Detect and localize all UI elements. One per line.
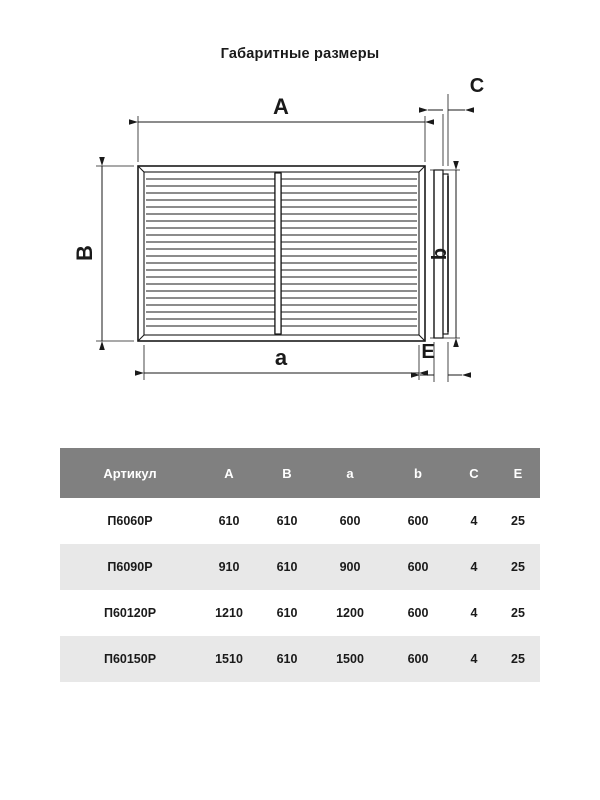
cell-article: П60150Р xyxy=(60,636,200,682)
spec-table-wrapper xyxy=(60,448,540,682)
cell-C: 4 xyxy=(452,544,496,590)
table-row xyxy=(60,636,540,682)
column-header-article: Артикул xyxy=(60,448,200,498)
cell-article: П6090Р xyxy=(60,544,200,590)
column-header-b: b xyxy=(384,448,452,498)
cell-B: 610 xyxy=(258,590,316,636)
cell-B: 610 xyxy=(258,636,316,682)
cell-B: 610 xyxy=(258,544,316,590)
cell-a: 900 xyxy=(316,544,384,590)
cell-A: 1510 xyxy=(200,636,258,682)
cell-A: 1210 xyxy=(200,590,258,636)
spec-table xyxy=(60,448,540,682)
dim-label-C: C xyxy=(469,75,485,97)
cell-article: П60120Р xyxy=(60,590,200,636)
table-header-row xyxy=(60,448,540,498)
dim-label-E: E xyxy=(421,341,435,363)
cell-a: 600 xyxy=(316,498,384,544)
cell-C: 4 xyxy=(452,590,496,636)
dim-label-B: B xyxy=(72,245,97,261)
cell-a: 1500 xyxy=(316,636,384,682)
cell-article: П6060Р xyxy=(60,498,200,544)
cell-E: 25 xyxy=(496,544,540,590)
cell-E: 25 xyxy=(496,590,540,636)
page-title: Габаритные размеры xyxy=(220,46,380,62)
column-header-A: A xyxy=(200,448,258,498)
dim-label-b: b xyxy=(429,247,451,261)
column-header-C: C xyxy=(452,448,496,498)
cell-C: 4 xyxy=(452,636,496,682)
dim-label-a: a xyxy=(274,345,288,370)
cell-A: 910 xyxy=(200,544,258,590)
cell-C: 4 xyxy=(452,498,496,544)
table-row xyxy=(60,590,540,636)
cell-b: 600 xyxy=(384,636,452,682)
table-row xyxy=(60,544,540,590)
cell-E: 25 xyxy=(496,636,540,682)
cell-B: 610 xyxy=(258,498,316,544)
cell-a: 1200 xyxy=(316,590,384,636)
cell-b: 600 xyxy=(384,498,452,544)
cell-E: 25 xyxy=(496,498,540,544)
cell-A: 610 xyxy=(200,498,258,544)
table-row xyxy=(60,498,540,544)
column-header-a: a xyxy=(316,448,384,498)
column-header-B: B xyxy=(258,448,316,498)
column-header-E: E xyxy=(496,448,540,498)
cell-b: 600 xyxy=(384,544,452,590)
dim-label-A: A xyxy=(273,94,289,119)
drawing-svg xyxy=(60,70,560,400)
cell-b: 600 xyxy=(384,590,452,636)
dimension-drawing xyxy=(60,70,560,400)
